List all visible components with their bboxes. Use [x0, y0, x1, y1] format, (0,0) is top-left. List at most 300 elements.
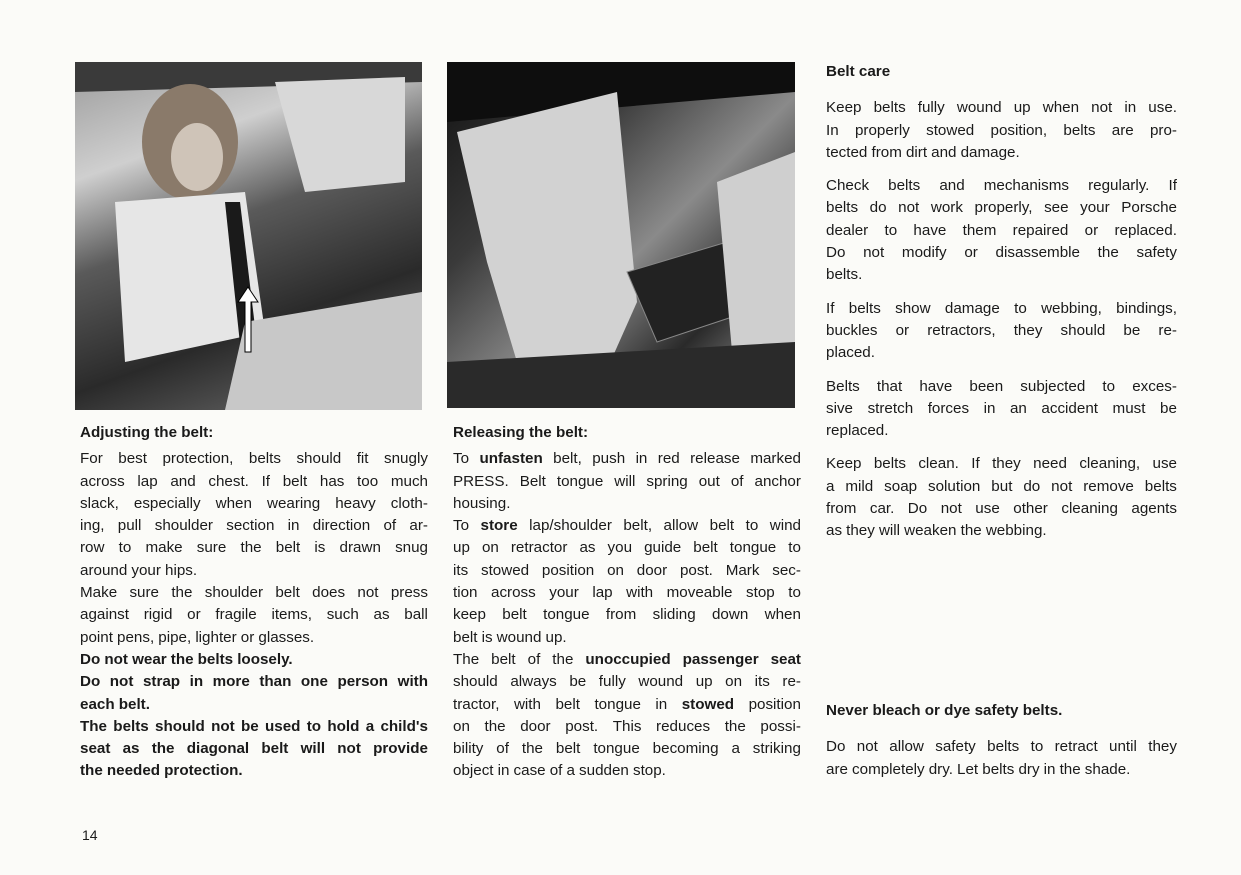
- text-line: [80, 716, 428, 738]
- word: the: [960, 522, 982, 540]
- word: not: [898, 199, 920, 217]
- text-line: [80, 537, 428, 559]
- text-line: [453, 560, 801, 582]
- word: they: [992, 455, 1021, 473]
- paragraph: [453, 448, 801, 515]
- word: moveable: [666, 584, 733, 602]
- word: red: [657, 450, 680, 468]
- word: sive: [826, 399, 854, 417]
- word: your: [549, 584, 579, 602]
- paragraph: [453, 649, 801, 783]
- word: a: [365, 717, 375, 735]
- word: will: [614, 472, 636, 490]
- word: buckles: [826, 321, 878, 339]
- word: or: [240, 628, 255, 646]
- word: not: [104, 650, 128, 668]
- word: post.: [679, 561, 713, 579]
- word: seat: [80, 740, 111, 758]
- word: work: [930, 199, 963, 217]
- word: belt: [491, 650, 516, 668]
- word: than: [259, 673, 292, 691]
- word: belts: [987, 738, 1020, 756]
- word: a: [566, 762, 575, 780]
- word: they: [1013, 321, 1043, 339]
- word: belts: [1063, 121, 1096, 139]
- word: bility: [453, 740, 484, 758]
- word: on: [453, 717, 470, 735]
- word: If: [1168, 177, 1177, 195]
- word: diagonal: [186, 740, 250, 758]
- word: strap: [142, 673, 181, 691]
- word: an: [1009, 399, 1027, 417]
- paragraph: [826, 453, 1177, 542]
- word: belt,: [623, 517, 653, 535]
- word: marked: [750, 450, 801, 468]
- section-body: [453, 448, 801, 782]
- text-line: [826, 97, 1177, 119]
- word: not: [211, 717, 235, 735]
- word: when: [215, 494, 252, 512]
- word: with: [513, 695, 541, 713]
- word: Do: [80, 673, 101, 691]
- text-line: [826, 120, 1177, 142]
- section-heading: Releasing the belt:: [453, 424, 589, 441]
- word: Belts: [826, 377, 860, 395]
- section-releasing-belt: [453, 422, 801, 783]
- word: make: [145, 539, 183, 557]
- word: row: [80, 539, 105, 557]
- word: pipe,: [158, 628, 192, 646]
- text-line: [826, 759, 1177, 781]
- photo-adjusting-belt: [75, 62, 422, 410]
- word: around: [80, 561, 128, 579]
- word: object: [453, 762, 494, 780]
- word: in: [189, 673, 204, 691]
- word: press: [390, 584, 428, 602]
- word: from: [826, 500, 857, 518]
- word: loosely.: [237, 650, 293, 668]
- word: should: [453, 673, 498, 691]
- word: rigid: [143, 606, 173, 624]
- word: protection,: [162, 450, 234, 468]
- word: glasses.: [258, 628, 315, 646]
- word: across: [491, 584, 536, 602]
- word: the: [151, 740, 175, 758]
- word: repaired: [1012, 221, 1069, 239]
- word: not: [109, 673, 134, 691]
- word: person: [337, 673, 389, 691]
- word: fully: [917, 99, 945, 117]
- word: you: [607, 539, 633, 557]
- word: Keep: [826, 99, 862, 117]
- word: to: [1030, 738, 1044, 756]
- word: the: [1097, 244, 1119, 262]
- word: tongue: [593, 740, 640, 758]
- word: placed.: [826, 344, 875, 362]
- section-body: [80, 448, 428, 782]
- belt-care-warning: [826, 700, 1177, 781]
- word: been: [969, 377, 1004, 395]
- word: belt: [453, 628, 478, 646]
- word: as: [122, 740, 140, 758]
- word: re-: [1158, 321, 1177, 339]
- word: wound: [956, 99, 1002, 117]
- word: wear: [132, 650, 167, 668]
- word: wound: [496, 628, 542, 646]
- text-line: [453, 537, 801, 559]
- word: your: [1080, 199, 1110, 217]
- word: belts: [873, 455, 906, 473]
- word: Let: [957, 760, 979, 778]
- word: dry: [1018, 760, 1040, 778]
- word: store: [480, 517, 518, 535]
- paragraph: [80, 716, 428, 783]
- word: from: [605, 606, 637, 624]
- word: have: [913, 221, 947, 239]
- word: wound: [638, 673, 684, 691]
- word: stowed: [480, 561, 530, 579]
- word: cloth-: [390, 494, 428, 512]
- word: need: [1033, 455, 1067, 473]
- word: allow: [663, 517, 699, 535]
- word: agents: [1131, 500, 1177, 518]
- word: to: [1102, 377, 1116, 395]
- word: push: [592, 450, 626, 468]
- word: belt,: [553, 450, 582, 468]
- text-line: [826, 476, 1177, 498]
- text-line: [80, 493, 428, 515]
- word: its: [453, 561, 469, 579]
- section-body: [826, 97, 1177, 542]
- word: section: [226, 517, 275, 535]
- word: PRESS.: [453, 472, 509, 490]
- text-line: [80, 671, 428, 693]
- word: ball: [404, 606, 428, 624]
- paragraph: [80, 671, 428, 716]
- word: ing,: [80, 517, 105, 535]
- word: fit: [356, 450, 369, 468]
- word: when: [1042, 99, 1080, 117]
- text-line: [80, 627, 428, 649]
- word: heavy: [335, 494, 376, 512]
- word: a: [731, 740, 740, 758]
- paragraph: [453, 515, 801, 649]
- photo-illustration: [447, 62, 795, 408]
- word: passenger: [682, 650, 759, 668]
- text-line: [826, 520, 1177, 542]
- word: disassemble: [995, 244, 1080, 262]
- word: belt: [275, 539, 301, 557]
- text-line: [80, 738, 428, 760]
- word: properly,: [974, 199, 1033, 217]
- word: weaken: [904, 522, 957, 540]
- word: position,: [990, 121, 1048, 139]
- word: tion: [453, 584, 478, 602]
- word: the: [484, 717, 506, 735]
- word: cleaning: [1061, 500, 1118, 518]
- word: belts: [248, 450, 281, 468]
- section-heading: Adjusting the belt:: [80, 424, 214, 441]
- word: much: [390, 472, 428, 490]
- text-line: [826, 320, 1177, 342]
- word: not: [357, 584, 379, 602]
- word: not: [863, 244, 885, 262]
- text-line: [826, 242, 1177, 264]
- word: see: [1044, 199, 1069, 217]
- text-line: [80, 448, 428, 470]
- text-line: [826, 420, 1177, 442]
- word: up: [453, 539, 470, 557]
- word: to: [788, 539, 801, 557]
- word: stop.: [632, 762, 666, 780]
- word: or: [964, 244, 978, 262]
- word: replaced.: [1114, 221, 1177, 239]
- word: be: [1160, 399, 1177, 417]
- word: If: [261, 472, 271, 490]
- word: fragile: [215, 606, 257, 624]
- word: with: [397, 673, 428, 691]
- word: tongue: [729, 539, 777, 557]
- word: will: [878, 522, 901, 540]
- word: striking: [752, 740, 801, 758]
- text-line: [826, 376, 1177, 398]
- word: fully: [598, 673, 626, 691]
- word: remove: [1083, 477, 1134, 495]
- text-line: [826, 736, 1177, 758]
- text-line: [826, 220, 1177, 242]
- word: as: [826, 522, 843, 540]
- word: must: [1112, 399, 1146, 417]
- word: slack,: [80, 494, 119, 512]
- word: modify: [901, 244, 947, 262]
- word: until: [1109, 738, 1137, 756]
- word: stowed: [926, 121, 975, 139]
- word: on: [481, 539, 499, 557]
- word: accident: [1041, 399, 1098, 417]
- word: or: [187, 606, 201, 624]
- word: shoulder: [154, 517, 213, 535]
- word: tractor,: [453, 695, 500, 713]
- word: cleaning,: [1079, 455, 1141, 473]
- word: hips.: [165, 561, 198, 579]
- word: or: [895, 321, 910, 339]
- word: Keep: [826, 455, 862, 473]
- word: to: [118, 539, 132, 557]
- word: stretch: [867, 399, 914, 417]
- word: child's: [380, 717, 428, 735]
- text-line: [826, 398, 1177, 420]
- word: Check: [826, 177, 870, 195]
- word: across: [80, 472, 125, 490]
- word: the: [521, 740, 543, 758]
- text-line: [453, 716, 801, 738]
- paragraph: [826, 97, 1177, 164]
- word: use.: [1148, 99, 1177, 117]
- word: they: [846, 522, 875, 540]
- text-line: [453, 471, 801, 493]
- word: use: [1152, 455, 1177, 473]
- word: retractors,: [927, 321, 996, 339]
- word: are: [1111, 121, 1134, 139]
- word: stop: [746, 584, 775, 602]
- word: on: [607, 561, 624, 579]
- word: each: [80, 695, 115, 713]
- word: should: [1060, 321, 1106, 339]
- word: and: [931, 143, 957, 161]
- word: belt: [693, 539, 718, 557]
- word: car.: [869, 500, 895, 518]
- word: not: [856, 738, 878, 756]
- section-belt-care: [826, 61, 1177, 543]
- word: position: [541, 561, 595, 579]
- word: have: [919, 377, 953, 395]
- word: will: [300, 740, 326, 758]
- word: Belt: [519, 472, 546, 490]
- word: belts: [888, 177, 921, 195]
- word: The: [80, 717, 108, 735]
- word: be: [569, 673, 587, 691]
- word: belt: [275, 584, 300, 602]
- text-line: [826, 342, 1177, 364]
- word: should: [296, 450, 342, 468]
- word: damage: [944, 299, 1000, 317]
- word: replaced.: [826, 422, 889, 440]
- word: Make: [80, 584, 118, 602]
- word: sec-: [772, 561, 801, 579]
- word: to: [884, 221, 898, 239]
- text-line: [80, 760, 428, 782]
- word: case: [513, 762, 546, 780]
- word: becoming: [652, 740, 719, 758]
- word: sure: [129, 584, 159, 602]
- text-line: [80, 649, 428, 671]
- word: snug: [395, 539, 428, 557]
- word: in: [1043, 760, 1056, 778]
- word: your: [131, 561, 161, 579]
- word: be: [1123, 321, 1141, 339]
- word: but: [991, 477, 1013, 495]
- word: them: [962, 221, 997, 239]
- word: the: [80, 762, 103, 780]
- word: drawn: [339, 539, 381, 557]
- word: lighter: [195, 628, 237, 646]
- word: reduces: [656, 717, 711, 735]
- text-line: [453, 604, 801, 626]
- word: tected: [826, 143, 868, 161]
- word: safety: [935, 738, 976, 756]
- word: snugly: [384, 450, 428, 468]
- word: in: [1124, 99, 1137, 117]
- word: sliding: [652, 606, 696, 624]
- word: as: [373, 606, 390, 624]
- word: dry.: [928, 760, 953, 778]
- word: housing.: [453, 494, 511, 512]
- word: belt: [502, 606, 527, 624]
- word: on: [725, 673, 743, 691]
- word: that: [876, 377, 903, 395]
- word: its: [754, 673, 770, 691]
- word: belts: [982, 760, 1015, 778]
- text-line: [453, 671, 801, 693]
- word: tongue: [594, 695, 641, 713]
- word: when: [764, 606, 801, 624]
- word: the: [240, 539, 262, 557]
- word: retractor: [510, 539, 568, 557]
- word: subjected: [1020, 377, 1086, 395]
- word: release: [690, 450, 740, 468]
- word: If: [971, 455, 980, 473]
- warning-text: Never bleach or dye safety belts.: [826, 702, 1063, 719]
- word: pull: [117, 517, 142, 535]
- word: safety: [1136, 244, 1177, 262]
- paragraph: [826, 376, 1177, 443]
- word: webbing,: [1041, 299, 1102, 317]
- word: to: [788, 584, 801, 602]
- paragraph: [826, 736, 1177, 781]
- paragraph: [80, 448, 428, 582]
- text-line: [453, 515, 801, 537]
- word: in: [635, 450, 648, 468]
- text-line: [80, 604, 428, 626]
- word: best: [118, 450, 147, 468]
- word: spring: [646, 472, 688, 490]
- word: keep: [453, 606, 486, 624]
- word: in: [287, 517, 300, 535]
- text-line: [80, 582, 428, 604]
- word: belts: [197, 650, 234, 668]
- word: the: [171, 584, 193, 602]
- word: in: [655, 695, 668, 713]
- word: allow: [889, 738, 924, 756]
- word: to: [1014, 299, 1027, 317]
- word: mild: [845, 477, 874, 495]
- word: Do: [80, 650, 101, 668]
- word: in: [983, 399, 996, 417]
- word: soap: [884, 477, 918, 495]
- word: are: [826, 760, 848, 778]
- word: direction: [312, 517, 371, 535]
- word: belts: [873, 99, 906, 117]
- word: such: [326, 606, 359, 624]
- text-line: [453, 649, 801, 671]
- word: webbing.: [985, 522, 1047, 540]
- word: belts: [113, 717, 149, 735]
- word: seat: [770, 650, 801, 668]
- word: dealer: [826, 221, 869, 239]
- photo-releasing-belt: [447, 62, 795, 408]
- word: hold: [327, 717, 360, 735]
- word: of: [549, 762, 563, 780]
- paragraph: [826, 298, 1177, 365]
- word: belt.: [118, 695, 150, 713]
- word: shade.: [1084, 760, 1131, 778]
- word: Do: [826, 244, 846, 262]
- word: lap: [137, 472, 158, 490]
- word: Do: [826, 738, 846, 756]
- word: with: [626, 584, 654, 602]
- word: belts: [826, 199, 859, 217]
- text-line: [80, 694, 428, 716]
- word: mechanisms: [983, 177, 1069, 195]
- word: do: [869, 199, 887, 217]
- word: Mark: [725, 561, 760, 579]
- word: properly: [854, 121, 910, 139]
- word: door: [520, 717, 551, 735]
- word: show: [895, 299, 931, 317]
- drying-instructions: [826, 736, 1177, 781]
- text-line: [453, 760, 801, 782]
- word: belt: [555, 695, 580, 713]
